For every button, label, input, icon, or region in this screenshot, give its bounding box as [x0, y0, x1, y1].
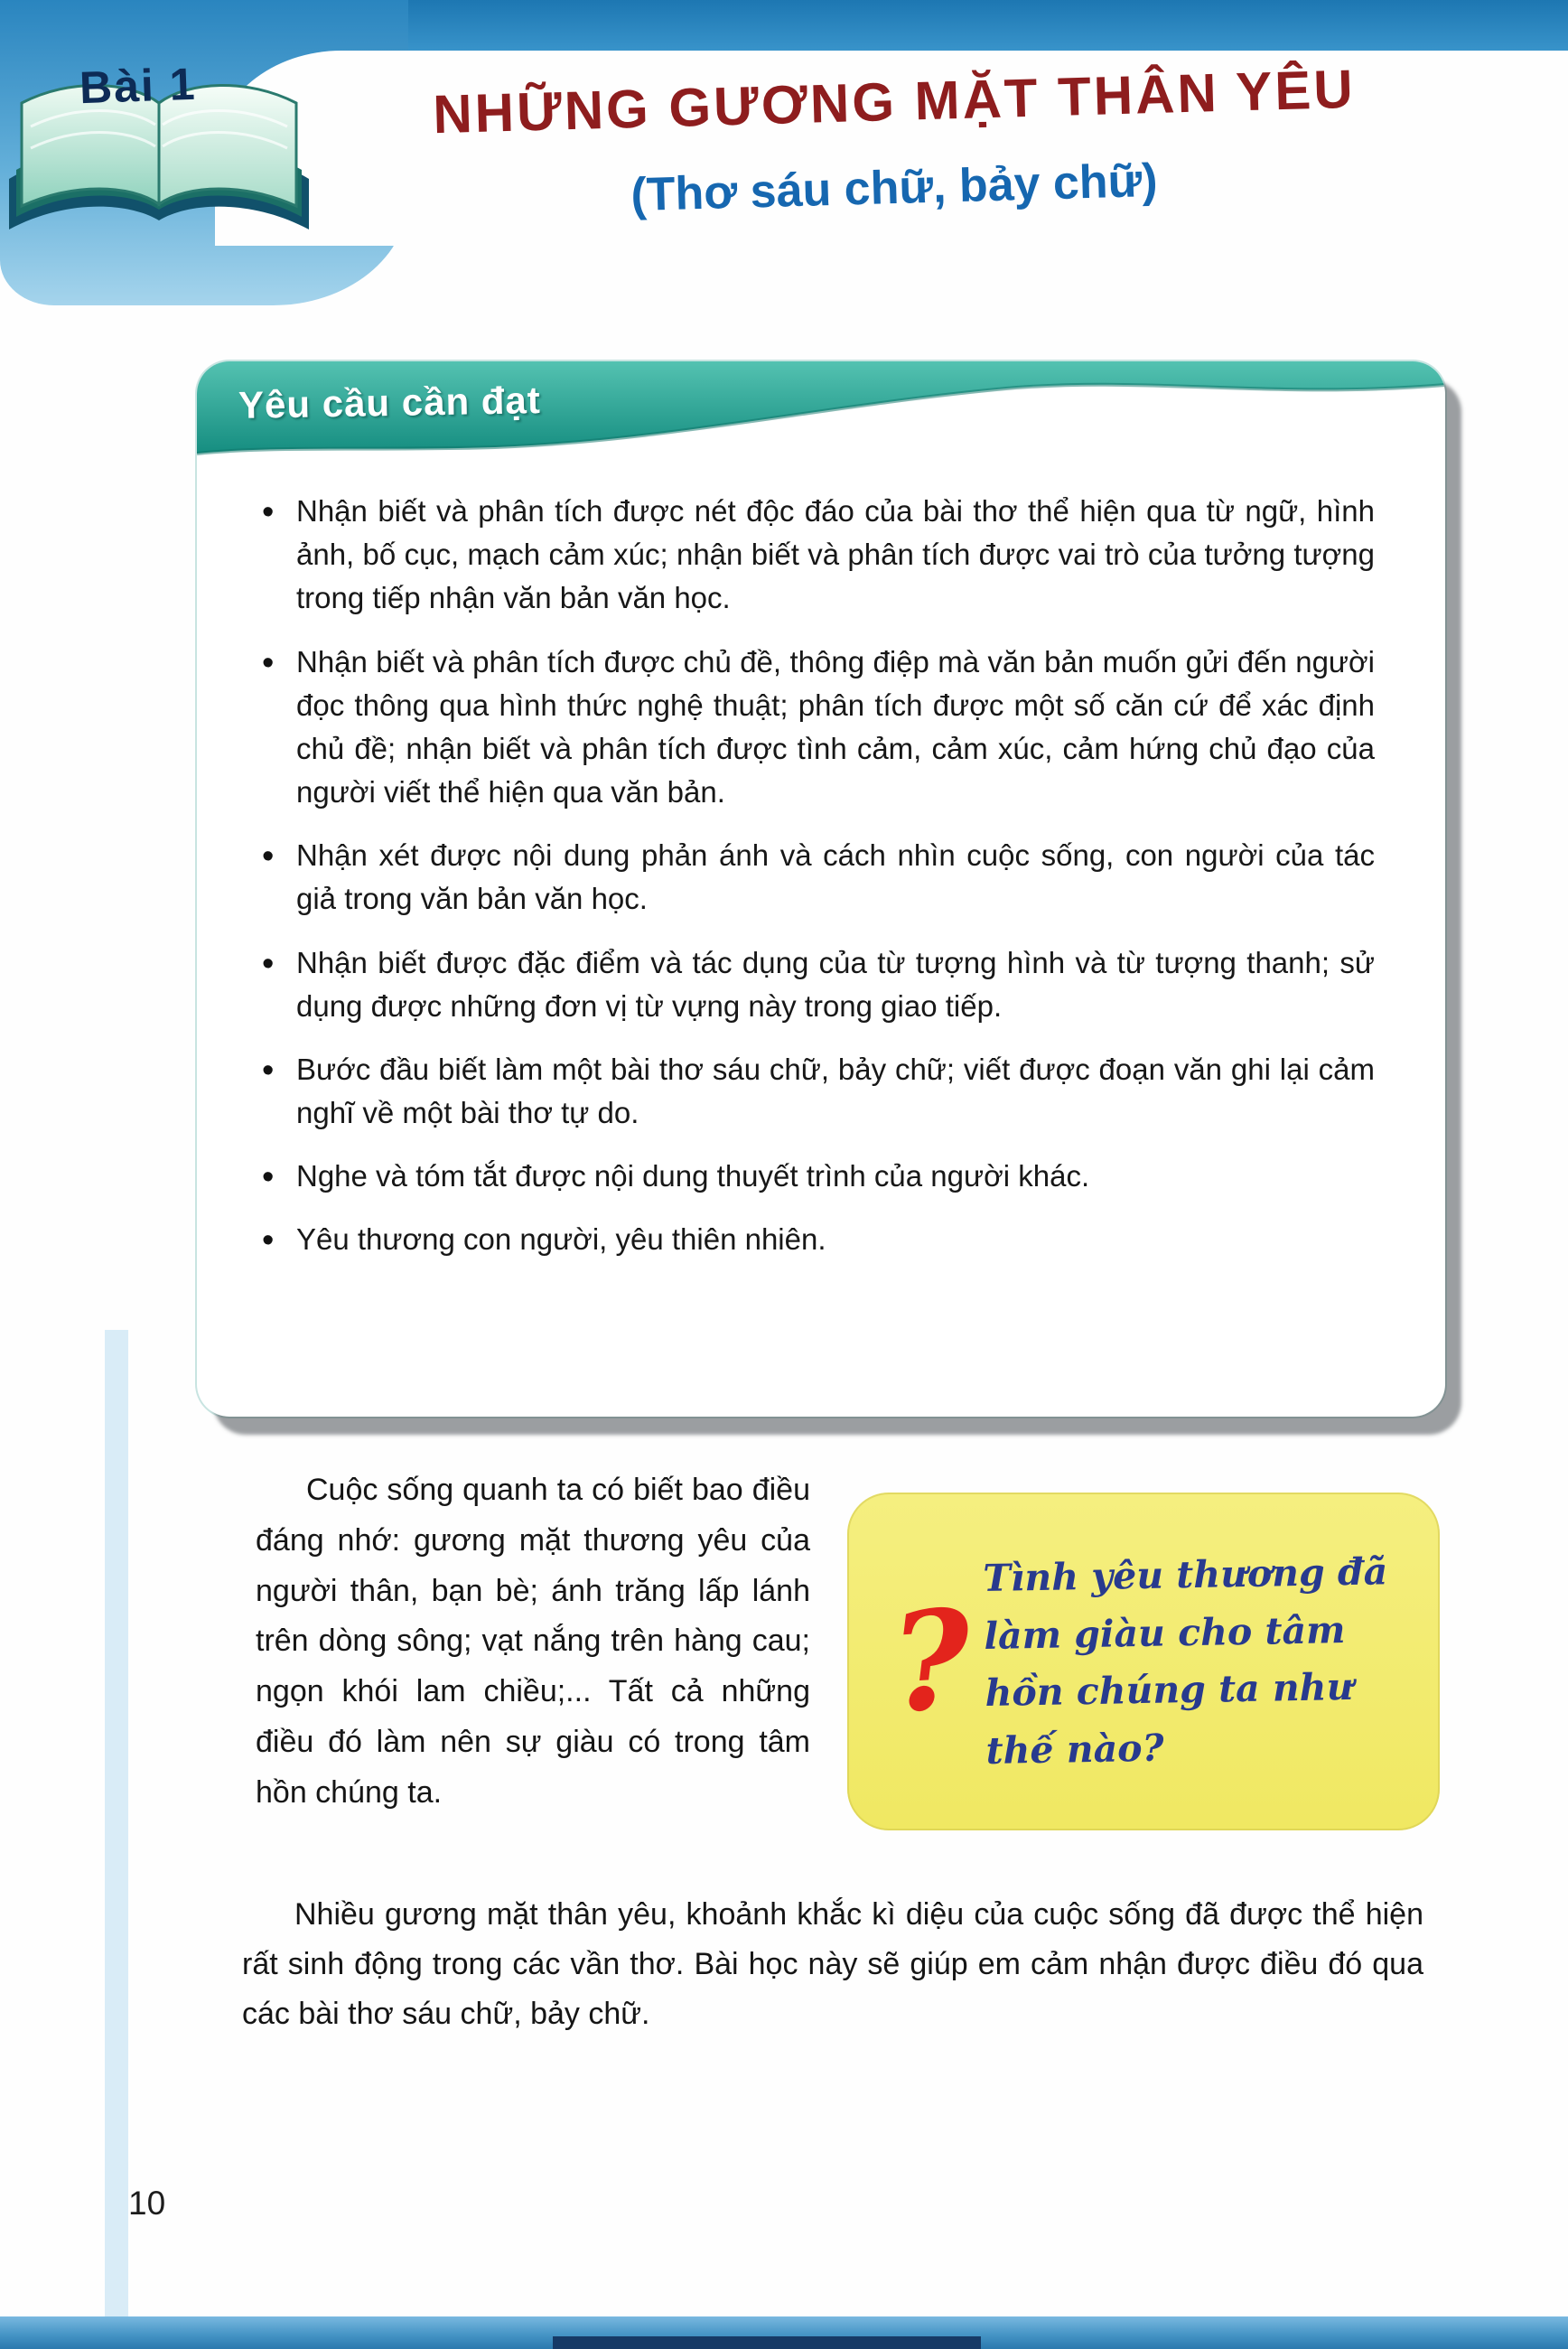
objective-item: • Nhận biết và phân tích được chủ đề, thông điệp mà văn bản muốn gửi đến người đọc thông qua hình thức nghệ thuật; phân tích được một số căn cứ để xác định chủ đề; nhận biết và phân tích được tình cảm, cảm xúc, cảm hứng chủ đạo của người viết thể hiện qua văn bản. [257, 641, 1375, 815]
question-box [847, 1493, 1440, 1830]
objective-item: • Nhận biết và phân tích được nét độc đáo của bài thơ thể hiện qua từ ngữ, hình ảnh, bố cục, mạch cảm xúc; nhận biết và phân tích được vai trò của tưởng tượng trong tiếp nhận văn bản văn học. [257, 490, 1375, 621]
closing-paragraph: Nhiều gương mặt thân yêu, khoảnh khắc kì diệu của cuộc sống đã được thể hiện rất sinh động trong các vần thơ. Bài học này sẽ giúp em cảm nhận được điều đó qua các bài thơ sáu chữ, bảy chữ. [242, 1897, 1423, 2032]
lesson-badge: Bài 1 [79, 58, 198, 114]
objective-item: • Nhận biết được đặc điểm và tác dụng của từ tượng hình và từ tượng thanh; sử dụng được những đơn vị từ vựng này trong giao tiếp. [257, 941, 1375, 1028]
objective-item: • Yêu thương con người, yêu thiên nhiên. [257, 1218, 1375, 1261]
left-margin-strip [105, 1330, 128, 2318]
bottom-bar-dark-segment [553, 2336, 981, 2349]
page-title: NHỮNG GƯƠNG MẶT THÂN YÊU [432, 58, 1357, 145]
objective-item: • Nghe và tóm tắt được nội dung thuyết trình của người khác. [257, 1155, 1375, 1198]
objectives-heading: Yêu cầu cần đạt [238, 379, 542, 426]
objectives-list [197, 472, 1445, 1309]
objective-item: • Nhận xét được nội dung phản ánh và cách nhìn cuộc sống, con người của tác giả trong văn bản văn học. [257, 834, 1375, 921]
question-text: Tình yêu thương đã làm giàu cho tâm hồn chúng ta như thế nào? [982, 1549, 1388, 1773]
page-subtitle: (Thơ sáu chữ, bảy chữ) [630, 154, 1159, 222]
page-number: 10 [128, 2185, 166, 2222]
question-mark-icon: ? [885, 1578, 976, 1744]
objective-item: • Bước đầu biết làm một bài thơ sáu chữ, bảy chữ; viết được đoạn văn ghi lại cảm nghĩ về một bài thơ tự do. [257, 1048, 1375, 1135]
objectives-box [197, 361, 1445, 1417]
intro-paragraph: Cuộc sống quanh ta có biết bao điều đáng nhớ: gương mặt thương yêu của người thân, bạn bè; ánh trăng lấp lánh trên dòng sông; vạt nắng trên hàng cau; ngọn khói lam chiều;... Tất cả những điều đó làm nên sự giàu có trong tâm hồn chúng ta. [256, 1473, 810, 1810]
